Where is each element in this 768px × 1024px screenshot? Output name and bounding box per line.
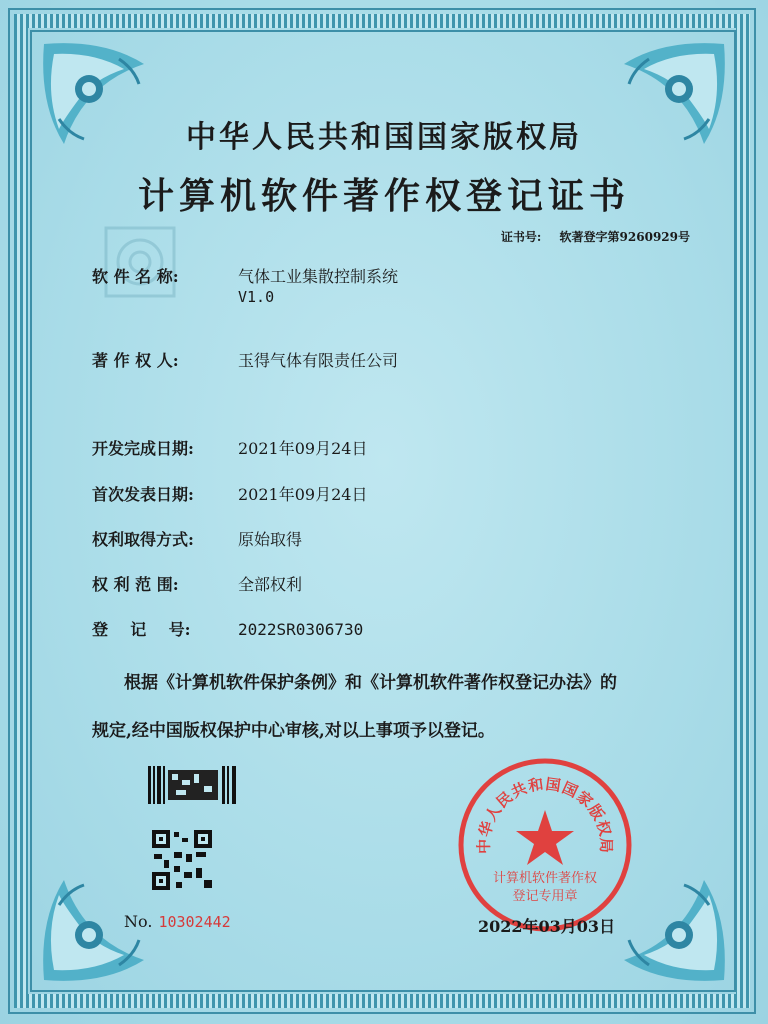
issue-date: 2022年03月03日 xyxy=(478,917,616,936)
field-value: 玉得气体有限责任公司 xyxy=(238,351,399,370)
field-value: 2021年09月24日 xyxy=(238,485,368,504)
certificate-number-label: 证书号: xyxy=(500,230,542,244)
official-seal-icon xyxy=(456,756,634,934)
field-publish-date xyxy=(92,482,367,505)
field-value: 2021年09月24日 xyxy=(238,439,368,458)
field-registration-number xyxy=(92,617,363,640)
statement-line-2: 规定,经中国版权保护中心审核,对以上事项予以登记。 xyxy=(92,721,495,741)
certificate-number-value: 软著登字第9260929号 xyxy=(559,230,690,244)
field-label: 首次发表日期: xyxy=(92,485,194,504)
field-value: 全部权利 xyxy=(238,575,303,594)
certificate-title: 计算机软件著作权登记证书 xyxy=(137,175,630,217)
seal-ring-text: 中华人民共和国国家版权局 xyxy=(474,775,616,854)
field-value: 原始取得 xyxy=(238,530,303,549)
qr-code-icon xyxy=(152,830,212,890)
emblem-watermark-icon xyxy=(100,222,180,302)
serial-number-value: 10302442 xyxy=(158,913,231,931)
certificate-number xyxy=(501,228,690,245)
field-acquire-method xyxy=(92,527,302,550)
field-label: 开发完成日期: xyxy=(92,439,194,458)
field-dev-date xyxy=(92,436,367,459)
issuer-title: 中华人民共和国国家版权局 xyxy=(186,120,582,155)
field-label: 著 作 权 人: xyxy=(92,351,179,370)
field-label: 权 利 范 围: xyxy=(92,575,179,594)
field-value: 2022SR0306730 xyxy=(238,620,364,639)
field-label: 登 记 号: xyxy=(92,620,191,639)
field-rights-scope xyxy=(92,572,302,595)
serial-number xyxy=(124,912,231,931)
seal-inner-line-1: 计算机软件著作权 xyxy=(492,871,598,886)
statement-line-1: 根据《计算机软件保护条例》和《计算机软件著作权登记办法》的 xyxy=(124,673,617,693)
field-owner xyxy=(92,348,398,371)
serial-number-label: No. xyxy=(124,912,153,931)
field-label: 权利取得方式: xyxy=(92,530,194,549)
seal-inner-line-2: 登记专用章 xyxy=(512,889,578,904)
field-label: 软 件 名 称: xyxy=(92,267,179,286)
field-value: 气体工业集散控制系统 xyxy=(238,267,399,286)
barcode-icon xyxy=(148,766,238,804)
software-version: V1.0 xyxy=(238,288,275,306)
field-software-name xyxy=(92,264,398,287)
